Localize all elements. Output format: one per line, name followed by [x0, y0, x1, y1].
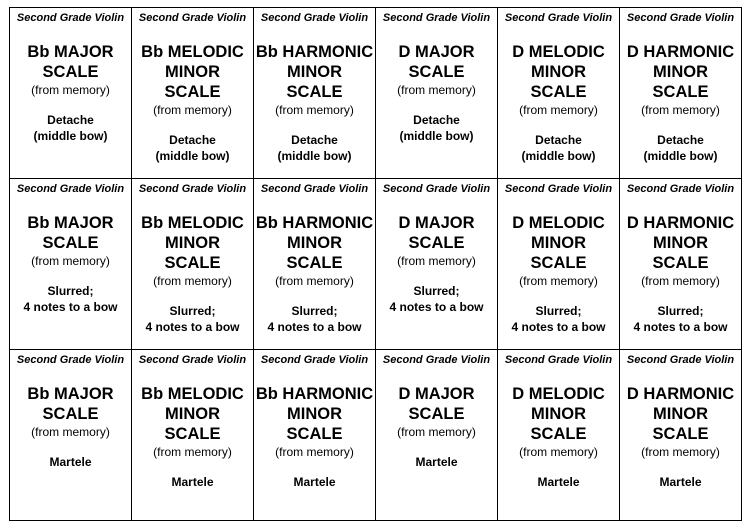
scale-title: Bb HARMONIC MINOR SCALE	[255, 385, 374, 443]
scale-title: D MELODIC MINOR SCALE	[512, 214, 605, 272]
memory-note: (from memory)	[519, 274, 598, 288]
scale-title: D HARMONIC MINOR SCALE	[626, 43, 735, 101]
card-bb-major-detache	[10, 8, 132, 179]
card-bb-major-martele	[10, 350, 132, 521]
card-d-harmonic-minor-detache	[620, 8, 742, 179]
scale-title: Bb MELODIC MINOR SCALE	[141, 43, 244, 101]
card-d-melodic-minor-detache	[498, 8, 620, 179]
bowing-style: Slurred; 4 notes to a bow	[511, 304, 606, 334]
card-header: Second Grade Violin	[382, 12, 491, 24]
bowing-style: Detache (middle bow)	[399, 113, 474, 143]
card-header: Second Grade Violin	[626, 183, 735, 195]
bowing-style: Detache (middle bow)	[521, 133, 596, 163]
memory-note: (from memory)	[31, 425, 110, 439]
bowing-style: Detache (middle bow)	[155, 133, 230, 163]
scale-title: Bb MAJOR SCALE	[27, 385, 114, 423]
memory-note: (from memory)	[153, 445, 232, 459]
card-d-major-slurred	[376, 179, 498, 350]
card-bb-harmonic-minor-slurred	[254, 179, 376, 350]
scale-title: D MAJOR SCALE	[398, 43, 475, 81]
bowing-style: Martele	[171, 475, 214, 489]
memory-note: (from memory)	[397, 425, 476, 439]
memory-note: (from memory)	[641, 274, 720, 288]
scale-title: D MAJOR SCALE	[398, 214, 475, 252]
bowing-style: Martele	[537, 475, 580, 489]
memory-note: (from memory)	[275, 445, 354, 459]
memory-note: (from memory)	[153, 274, 232, 288]
memory-note: (from memory)	[31, 83, 110, 97]
bowing-style: Slurred; 4 notes to a bow	[145, 304, 240, 334]
card-header: Second Grade Violin	[260, 354, 369, 366]
scale-title: Bb MAJOR SCALE	[27, 43, 114, 81]
card-header: Second Grade Violin	[16, 354, 125, 366]
card-header: Second Grade Violin	[626, 12, 735, 24]
bowing-style: Martele	[415, 455, 458, 469]
memory-note: (from memory)	[519, 445, 598, 459]
card-header: Second Grade Violin	[504, 354, 613, 366]
bowing-style: Slurred; 4 notes to a bow	[389, 284, 484, 314]
bowing-style: Slurred; 4 notes to a bow	[267, 304, 362, 334]
memory-note: (from memory)	[153, 103, 232, 117]
card-d-harmonic-minor-martele	[620, 350, 742, 521]
bowing-style: Martele	[659, 475, 702, 489]
card-bb-melodic-minor-slurred	[132, 179, 254, 350]
scale-title: Bb MAJOR SCALE	[27, 214, 114, 252]
card-bb-harmonic-minor-martele	[254, 350, 376, 521]
scale-title: D MAJOR SCALE	[398, 385, 475, 423]
memory-note: (from memory)	[275, 103, 354, 117]
scale-title: D HARMONIC MINOR SCALE	[626, 385, 735, 443]
card-bb-melodic-minor-martele	[132, 350, 254, 521]
card-bb-melodic-minor-detache	[132, 8, 254, 179]
bowing-style: Detache (middle bow)	[33, 113, 108, 143]
card-header: Second Grade Violin	[138, 12, 247, 24]
memory-note: (from memory)	[641, 445, 720, 459]
bowing-style: Detache (middle bow)	[643, 133, 718, 163]
card-header: Second Grade Violin	[504, 12, 613, 24]
card-header: Second Grade Violin	[138, 354, 247, 366]
bowing-style: Detache (middle bow)	[277, 133, 352, 163]
card-d-major-detache	[376, 8, 498, 179]
card-header: Second Grade Violin	[260, 183, 369, 195]
card-header: Second Grade Violin	[504, 183, 613, 195]
card-header: Second Grade Violin	[626, 354, 735, 366]
card-header: Second Grade Violin	[16, 12, 125, 24]
scale-title: Bb HARMONIC MINOR SCALE	[255, 43, 374, 101]
bowing-style: Slurred; 4 notes to a bow	[633, 304, 728, 334]
scale-title: Bb HARMONIC MINOR SCALE	[255, 214, 374, 272]
card-d-major-martele	[376, 350, 498, 521]
memory-note: (from memory)	[397, 83, 476, 97]
card-header: Second Grade Violin	[382, 183, 491, 195]
card-header: Second Grade Violin	[260, 12, 369, 24]
flashcard-sheet	[9, 7, 742, 521]
bowing-style: Martele	[293, 475, 336, 489]
scale-title: D MELODIC MINOR SCALE	[512, 385, 605, 443]
card-header: Second Grade Violin	[138, 183, 247, 195]
bowing-style: Slurred; 4 notes to a bow	[23, 284, 118, 314]
memory-note: (from memory)	[31, 254, 110, 268]
scale-title: D MELODIC MINOR SCALE	[512, 43, 605, 101]
scale-title: D HARMONIC MINOR SCALE	[626, 214, 735, 272]
card-header: Second Grade Violin	[16, 183, 125, 195]
scale-title: Bb MELODIC MINOR SCALE	[141, 385, 244, 443]
memory-note: (from memory)	[397, 254, 476, 268]
card-d-harmonic-minor-slurred	[620, 179, 742, 350]
card-bb-major-slurred	[10, 179, 132, 350]
bowing-style: Martele	[49, 455, 92, 469]
memory-note: (from memory)	[641, 103, 720, 117]
memory-note: (from memory)	[519, 103, 598, 117]
card-d-melodic-minor-martele	[498, 350, 620, 521]
card-d-melodic-minor-slurred	[498, 179, 620, 350]
scale-title: Bb MELODIC MINOR SCALE	[141, 214, 244, 272]
card-bb-harmonic-minor-detache	[254, 8, 376, 179]
memory-note: (from memory)	[275, 274, 354, 288]
card-header: Second Grade Violin	[382, 354, 491, 366]
